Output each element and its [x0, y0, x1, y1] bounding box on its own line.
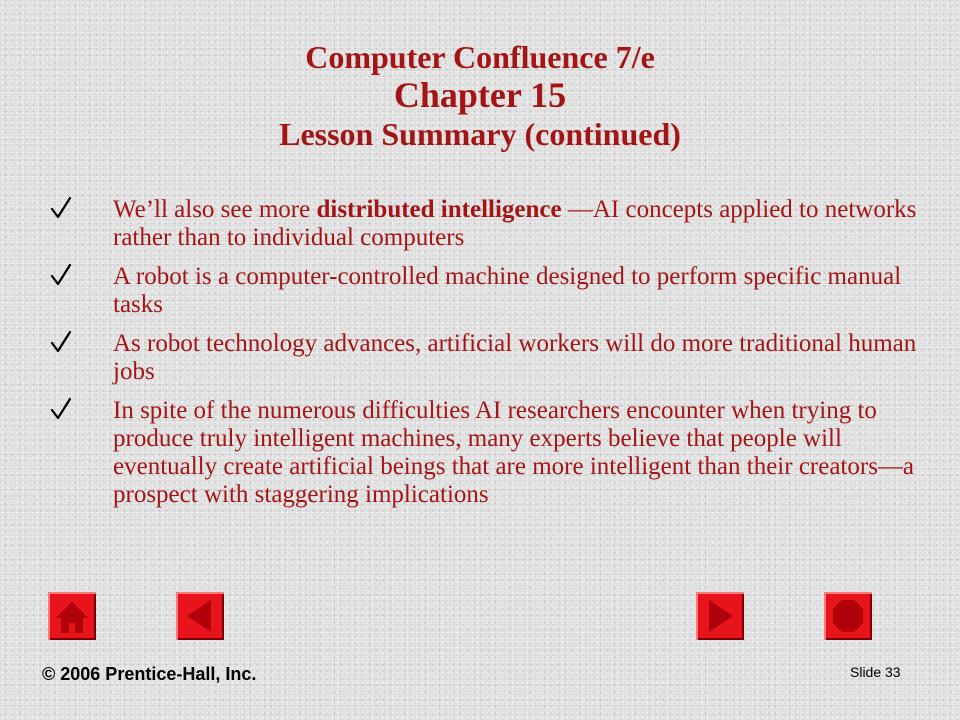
forward-button[interactable]	[696, 592, 744, 640]
slide-title	[0, 38, 960, 154]
checkmark-icon	[50, 397, 72, 421]
bullet-item	[50, 397, 950, 509]
triangle-right-icon	[696, 592, 744, 640]
checkmark-icon	[50, 330, 72, 354]
copyright-notice: © 2006 Prentice-Hall, Inc.	[42, 664, 257, 684]
bullet-emphasis: distributed intelligence	[316, 196, 562, 223]
bullet-text: In spite of the numerous difficulties AI researchers encounter when trying to produce truly intelligent machines, many experts believe that people will eventually create artificial beings that are more intelligent than their creators—a prospect with staggering implications	[113, 397, 915, 508]
triangle-left-icon	[176, 592, 224, 640]
bullet-text: We’ll also see more distributed intelligence —AI concepts applied to networks rather than to individual computers	[113, 196, 917, 251]
title-chapter: Chapter 15	[393, 75, 567, 115]
slide-number: Slide 33	[850, 664, 901, 680]
title-section: Lesson Summary (continued)	[279, 116, 681, 152]
bullet-item	[50, 196, 950, 252]
bullet-list	[50, 196, 950, 520]
bullet-item	[50, 330, 950, 386]
bullet-text: A robot is a computer-controlled machine designed to perform specific manual tasks	[113, 263, 902, 318]
checkmark-icon	[50, 196, 72, 220]
home-icon	[48, 592, 96, 640]
stop-octagon-icon	[824, 592, 872, 640]
back-button[interactable]	[176, 592, 224, 640]
bullet-text: As robot technology advances, artificial workers will do more traditional human jobs	[113, 330, 917, 385]
title-course: Computer Confluence 7/e	[305, 39, 655, 75]
home-button[interactable]	[48, 592, 96, 640]
checkmark-icon	[50, 263, 72, 287]
bullet-item	[50, 263, 950, 319]
end-show-button[interactable]	[824, 592, 872, 640]
